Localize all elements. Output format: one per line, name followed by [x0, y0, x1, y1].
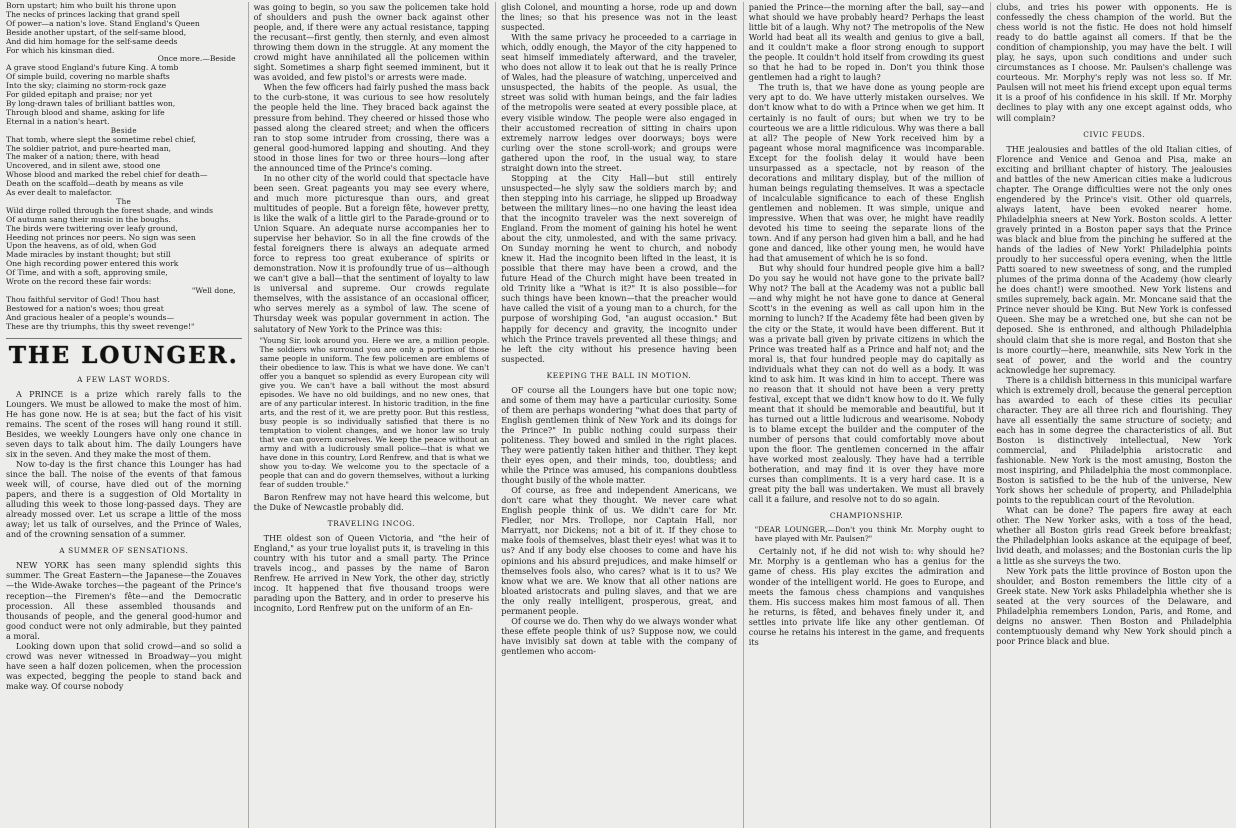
paragraph: In no other city of the world could that spectacle have been seen. Great pageants you may see every where, and much more picturesque than ours, and great multitudes of people. But a foreign fête, however pretty, is like the walk of a little girl to the Parade-ground or to Union Square. An adequate nurse accompanies her to supervise her behavior. So in all the fine crowds of the festal foreigners there is always an adequate armed force to repress too great exuberance of spirits or demonstration. Now it is profoundly true of us—although we can't give a ball—that the sentiment of loyalty to law is universal and supreme. Our crowds regulate themselves, with the assistance of an occasional officer, who serves merely as a symbol of law. The scene of Thursday week was popular government in action. The salutatory of New York to the Prince was this:: [253, 172, 490, 334]
poem-line: Of Time, and with a soft, approving smile,: [6, 268, 168, 278]
section-heading: KEEPING THE BALL IN MOTION.: [546, 370, 692, 380]
poem-line: And did him homage for the self-same deeds: [6, 36, 178, 46]
section-heading: TRAVELING INCOG.: [327, 518, 416, 528]
paragraph: Of course we do. Then why do we always wonder what these effete people think of us? Suppose now, we could have invisibly sat down at table with the company of gentlemen who accom-: [501, 615, 737, 656]
poem-line: That tomb, where slept the sometime rebel chief,: [6, 134, 196, 144]
paragraph: was going to begin, so you saw the policemen take hold of shoulders and push the owner back against other people, and, if there were any actual resistance, tapping the recusant—first gently, then sternly, and even almost throwing them down in the struggle. At any moment the crowd might have annihilated all the policemen within sight. Sometimes a sharp fight seemed imminent, but it was avoided, and few pistol's or arrests were made.: [253, 2, 490, 83]
poem-line: For gilded epitaph and praise; nor yet: [6, 90, 153, 100]
paragraph: glish Colonel, and mounting a horse, rode up and down the lines; so that his presence was not in the least suspected.: [501, 2, 737, 33]
paragraph: OF course all the Loungers have but one topic now; and some of them may have a particular curiosity. Some of them are perhaps wondering "what does that party of English gentlemen think of New York and its doings for the Prince?" In public nothing could surpass their politeness. They bowed and smiled in the right places. They were patiently taken hither and thither. They kept their eyes open, and their minds, too, doubtless; and while the Prince was amused, his companions doubtless thought busily of the whole matter.: [501, 384, 737, 486]
paragraph: Now to-day is the first chance this Lounger has had since the ball. The noise of the events of that famous week will, of course, have died out of the morning papers, and there is a suggestion of Old Mortality in alluding this week to those long-passed days. They are already mossed over. Let us scrape a little of the moss away; let us talk of ourselves, and the Prince of Wales, and of the crowning sensation of a summer.: [6, 458, 242, 540]
paragraph: THE jealousies and battles of the old Italian cities, of Florence and Venice and Genoa and Pisa, make an exciting and brilliant chapter of history. The jealousies and battles of the new American cities make a ludicrous chapter. The Orange difficulties were not the only ones engendered by the Prince's visit. Other old quarrels, always latent, have been evoked nearer home. Philadelphia sneers at New York. Boston scolds. A letter gravely printed in a Boston paper says that the Prince was black and blue from the pinching he suffered at the hands of the ladies of New York! Philadelphia points proudly to her successful opera evening, when the little Patti soared to new sweetness of song, and the rumpled plumes of the prima donna of the Academy (how clearly he does chant!) were smoothed. New York listens and smiles supremely, back again. Mr. Moncane said that the Prince never should be King. But New York is confessed Queen. She may be a wretched one, but she can not be deposed. She is enthroned, and although Philadelphia should claim that she is more regal, and Boston that she is more courtly—here, meanwhile, sits New York in the seat of power, and the world and the country acknowledge her supremacy.: [996, 143, 1232, 375]
poem-line: Heeding not princes nor peers. No sign was seen: [6, 232, 196, 242]
paragraph: Stopping at the City Hall—but still entirely unsuspected—he slyly saw the soldiers march by; and then stepping into his carriage, he slipped up Broadway between the military lines—no one having the least idea that the incognito traveler was the next sovereign of England. From the moment of gaining his hotel he went about the city, unmolested, and with the same privacy. On Sunday morning he went to church, and nobody knew it. Had the incognito been lifted in the least, it is possible that there may have been a crowd, and the future Head of the Church might have been treated in old Trinity like a "What is it?" It is also possible—for such things have been known—that the preacher would have called the visit of a young man to a church, for the purpose of worshiping God, "an august occasion." But happily for decency and gravity, the incognito under which the Prince travels prevented all these things; and he left the city without his presence having been suspected.: [501, 172, 737, 364]
paragraph: New York pats the little province of Boston upon the shoulder, and Boston remembers the little city of a Greek state. New York asks Philadelphia whether she is seated at the very sources of the Delaware, and Philadelphia remembers London, Paris, and Rome, and deigns no answer. Then Boston and Philadelphia contemptuously demand why New York should pinch a poor Prince black and blue.: [996, 565, 1232, 646]
column-1: [6, 2, 242, 828]
poem: [6, 2, 242, 332]
paragraph: There is a childish bitterness in this municipal warfare which is extremely droll, because the general perception has awarded to each of these cities its peculiar character. They are all three rich and flourishing. They have all essentially the same structure of society; and each has in some degree the characteristics of all. But Boston is distinctively intellectual, New York commercial, and Philadelphia aristocratic and fashionable. New York is the most amusing, Boston the most inspiring, and Philadelphia the most commonplace. Boston is satisfied to be the hub of the universe, New York shows her schedule of property, and Philadelphia points to the republican court of the Revolution.: [996, 374, 1232, 506]
poem-line: Through blood and shame, asking for life: [6, 107, 165, 117]
poem-line: And gracious healer of a people's wounds—: [6, 312, 175, 322]
paragraph: A PRINCE is a prize which rarely falls to the Loungers. We must be allowed to make the most of him. He has gone now. He is at sea; but the fact of his visit remains. The scent of the roses will hang round it still. Besides, we weekly Loungers have only one chance in seven days to talk about him. The daily Loungers have six in the seven. And they make the most of them.: [6, 388, 242, 459]
column-4: [743, 2, 985, 828]
section-heading: CIVIC FEUDS.: [1083, 129, 1146, 139]
poem-line: "Well done,: [191, 286, 236, 295]
poem-line: Thou faithful servitor of God! Thou hast: [6, 294, 160, 304]
paragraph: The truth is, that we have done as young people are very apt to do. We have utterly mistaken ourselves. We don't know what to do with a Prince when we get him. It certainly is no fault of ours; but when we try to be courteous we are a little ridiculous. Why was there a ball at all? The people of New York received him by a pageant whose moral magnificence was incomparable. Except for the foolish delay it would have been unsurpassed as a spectacle, not by reason of the decorations and military display, but of the million of human beings regulating themselves. It was a spectacle of incalculable significance to each of these English gentlemen and noblemen. It was simple, unique and impressive. When that was over, he might have readily devoted his time to seeing the separate lions of the town. And if any person had given him a ball, and he had gone and danced, like other young men, he would have had that amusement of which he is so fond.: [748, 82, 985, 264]
paragraph: Baron Renfrew may not have heard this welcome, but the Duke of Newcastle probably did.: [253, 491, 490, 512]
paragraph: panied the Prince—the morning after the ball, say—and what should we have probably heard? Perhaps the least little bit of a laugh. Why not? The metropolis of the New World had beat all its wealth and genius to give a ball, and it couldn't make a floor strong enough to support the people. It couldn't hold itself from crowding its guest so that he had to be roped in. Don't you think those gentlemen had a right to laugh?: [748, 2, 985, 83]
letter-quote: "DEAR LOUNGER,—Don't you think Mr. Morphy ought to have played with Mr. Paulsen?": [754, 525, 985, 544]
poem-line: As ever dealt to malefactor.: [6, 188, 113, 198]
poem-line: Once more.—Beside: [157, 54, 236, 64]
column-5: [990, 2, 1232, 828]
poem-line: Wild dirge rolled through the forest shade, and winds: [6, 205, 214, 215]
paragraph: Certainly not, if he did not wish to: why should he? Mr. Morphy is a gentleman who has a genius for the game of chess. His play excites the admiration and wonder of the intelligent world. He goes to Europe, and meets the famous chess champions and vanquishes them. His success makes him most famous of all. Then he returns, is fêted, and behaves finely under it, and settles into private life like any other gentleman. Of course he retains his interest in the game, and frequents its: [748, 546, 985, 647]
poem-line: By long-drawn tales of brilliant battles won,: [6, 98, 176, 108]
poem-line: Upon the heavens, as of old, when God: [6, 241, 157, 251]
column-3: [495, 2, 737, 828]
poem-line: Bestowed for a nation's woes; thou great: [6, 303, 164, 313]
block-quote: "Young Sir, look around you. Here we are, a million people. The soldiers who surround you are only a portion of those same people in uniform. The few policemen are emblems of their obedience to law. This is what we have done. We can't offer you a banquet so splendid as every European city will give you. We can't have a ball without the most absurd episodes. We have no old buildings, and no new ones, that are of any particular interest. In historic tradition, in the fine arts, and the rest of it, we are pretty poor. But this restless, busy people is so individually satisfied that there is no temptation to violent changes, and we honor law so truly that we can govern ourselves. We keep the peace without an army and with a ludicrously small police—that is what we have done in this country, Lord Renfrew, and that is what we show you to-day. We welcome you to the spectacle of a people that can and do govern themselves, without a lurking fear of sudden trouble.": [259, 335, 490, 489]
poem-line: A grave stood England's future King. A tomb: [6, 63, 179, 73]
poem-line: Into the sky; claiming no storm-rock gaze: [6, 81, 167, 91]
poem-line: Eternal in a nation's heart.: [6, 116, 110, 126]
poem-line: One high recording power entered this work: [6, 259, 179, 269]
poem-line: Whose blood and marked the rebel chief for death—: [6, 170, 208, 180]
section-heading: A SUMMER OF SENSATIONS.: [59, 546, 189, 556]
poem-line: Of power—a nation's love. Stand England's Queen: [6, 18, 200, 28]
poem-line: Wrote on the record these fair words:: [6, 277, 152, 287]
poem-line: Of autumn sang their music in the boughs.: [6, 214, 171, 224]
paragraph: What can be done? The papers fire away at each other. The New Yorker asks, with a toss of the head, whether all Boston girls read Greek before breakfast; the Philadelphian looks askance at the equipage of beef, livid death, and molasses; and the Bostonian curls the lip a little as she surveys the two.: [996, 505, 1232, 566]
poem-line: The: [116, 196, 132, 206]
masthead-the-lounger: THE LOUNGER.: [8, 341, 239, 369]
poem-line: Of simple build, covering no marble shafts: [6, 72, 170, 82]
poem-line: For which his kinsman died.: [6, 45, 115, 55]
poem-line: The soldier patriot, and pure-hearted man,: [6, 143, 172, 153]
poem-line: Made miracles by instant thought; but still: [6, 250, 171, 260]
paragraph: Of course, as free and independent Americans, we don't care what they thought. We never care what English people think of us. We didn't care for Mr. Fiedler, nor Mrs. Trollope, nor Captain Hall, nor Marryatt, nor Dickens; not a bit of it. If they chose to make fools of themselves, blast their eyes! what was it to us? And if any body else chooses to come and have his opinions and his absurd prejudices, and make himself or themselves fools also, who cares? what is it to us? We know what we are. We know that all other nations are bloated aristocrats and puling slaves, and that we are the only really intelligent, prosperous, great, and permanent people.: [501, 485, 737, 616]
divider: [6, 338, 242, 339]
paragraph: With the same privacy he proceeded to a carriage in which, oddly enough, the Mayor of the city happened to seat himself immediately afterward, and the traveler, who does not allow it to leak out that he is really Prince of Wales, had the pleasure of watching, unperceived and unsuspected, the habits of the people. As usual, the street was solid with human beings, and the fair ladies of the metropolis were seated at every possible place, at every visible window. The people were also engaged in their accustomed recreation of sitting in chairs upon extremely narrow ledges over doorways; boys were curling over the stone scroll-work; and groups were gathered upon the roof, in the usual way, to stare straight down into the street.: [501, 32, 737, 173]
section-heading: CHAMPIONSHIP.: [829, 511, 904, 521]
poem-line: The maker of a nation; there, with head: [6, 152, 160, 162]
poem-line: Beside another upstart, of the self-same blood,: [6, 27, 187, 37]
section-heading: A FEW LAST WORDS.: [77, 374, 171, 384]
poem-line: Beside: [110, 125, 137, 135]
paragraph: NEW YORK has seen many splendid sights this summer. The Great Eastern—the Japanese—the Zouaves—the Wide-Awake torches—the pageant of the Prince's reception—the Firemen's fête—and the Democratic procession. All these assembled thousands and thousands of people, and the general good-humor and good conduct were not only admirable, but they painted a moral.: [6, 560, 242, 641]
poem-line: Born upstart; him who built his throne upon: [6, 2, 177, 10]
poem-line: The birds were twittering over leafy ground,: [6, 223, 178, 233]
paragraph: clubs, and tries his power with opponents. He is confessedly the chess champion of the world. But the chess world is not the fistic. He does not hold himself ready to do battle against all comers. If that be the condition of championship, you may have the belt. I will play, he says, upon such conditions and under such circumstances as I choose. Mr. Paulsen's challenge was courteous. Mr. Morphy's reply was not less so. If Mr. Paulsen will not meet his friend except upon equal terms it is a proof of his confidence in his skill. If Mr. Morphy declines to play with any one except against odds, who will complain?: [996, 2, 1232, 123]
poem-line: The necks of princes lacking that grand spell: [6, 9, 180, 19]
column-2: [248, 2, 490, 828]
poem-line: Death on the scaffold—death by means as vile: [6, 179, 184, 189]
paragraph: But why should four hundred people give him a ball? Do you say he would not have gone to the private ball? Why not? The ball at the Academy was not a public ball—and why might he not have gone to dance at General Scott's in the evening as well as call upon him in the morning to lunch? If the Academy fête had been given by the city or the State, it would have been different. But it was a private ball given by private citizens in which the Prince was treated half as a Prince and half not; and the moral is, that four hundred people may do capitally as individuals what they can not do well as a body. It was kind to ask him. It was kind in him to accept. There was no reason that it should not have been a very pretty festival, except that we didn't know how to do it. We fully meant that it should be memorable and beautiful, but it has turned out a little ludicrous and wearisome. Nobody is to blame except the builder and the computer of the number of persons that could comfortably move about upon the floor. The gentlemen concerned in the affair have worked most zealously. They have had a terrible botheration, and may find it is over they have more curses than compliments. It is a very hard case. It is a great pity the ball was undertaken. We must all bravely call it a failure, and resolve not to do so again.: [748, 263, 985, 505]
poem-line: Uncovered, and in silent awe, stood one: [6, 161, 161, 171]
paragraph: THE oldest son of Queen Victoria, and "the heir of England," as your true loyalist puts it, is traveling in this country with his tutor and a small party. The Prince travels incog., and passes by the name of Baron Renfrew. He arrived in New York, the other day, strictly incog. It happened that five thousand troops were parading upon the Battery, and in order to preserve his incognito, Lord Renfrew put on the uniform of an En-: [253, 532, 490, 614]
poem-line: These are thy triumphs, this thy sweet revenge!": [6, 321, 195, 331]
paragraph: When the few officers had fairly pushed the mass back to the curb-stone, it was curious to see how resolutely the people held the line. They braced back against the pressure from behind. They cheered or hissed those who passed along the cleared street; and when the officers ran to stop some intruder from crossing, there was a general good-humored lapping and shouting. And they stood in those lines for two or three hours—long after the announced time of the Prince's coming.: [253, 82, 490, 173]
paragraph: Looking down upon that solid crowd—and so solid a crowd was never witnessed in Broadway—you might have seen a half dozen policemen, when the procession was expected, begging the people to stand back and make way. Of course nobody: [6, 640, 242, 691]
